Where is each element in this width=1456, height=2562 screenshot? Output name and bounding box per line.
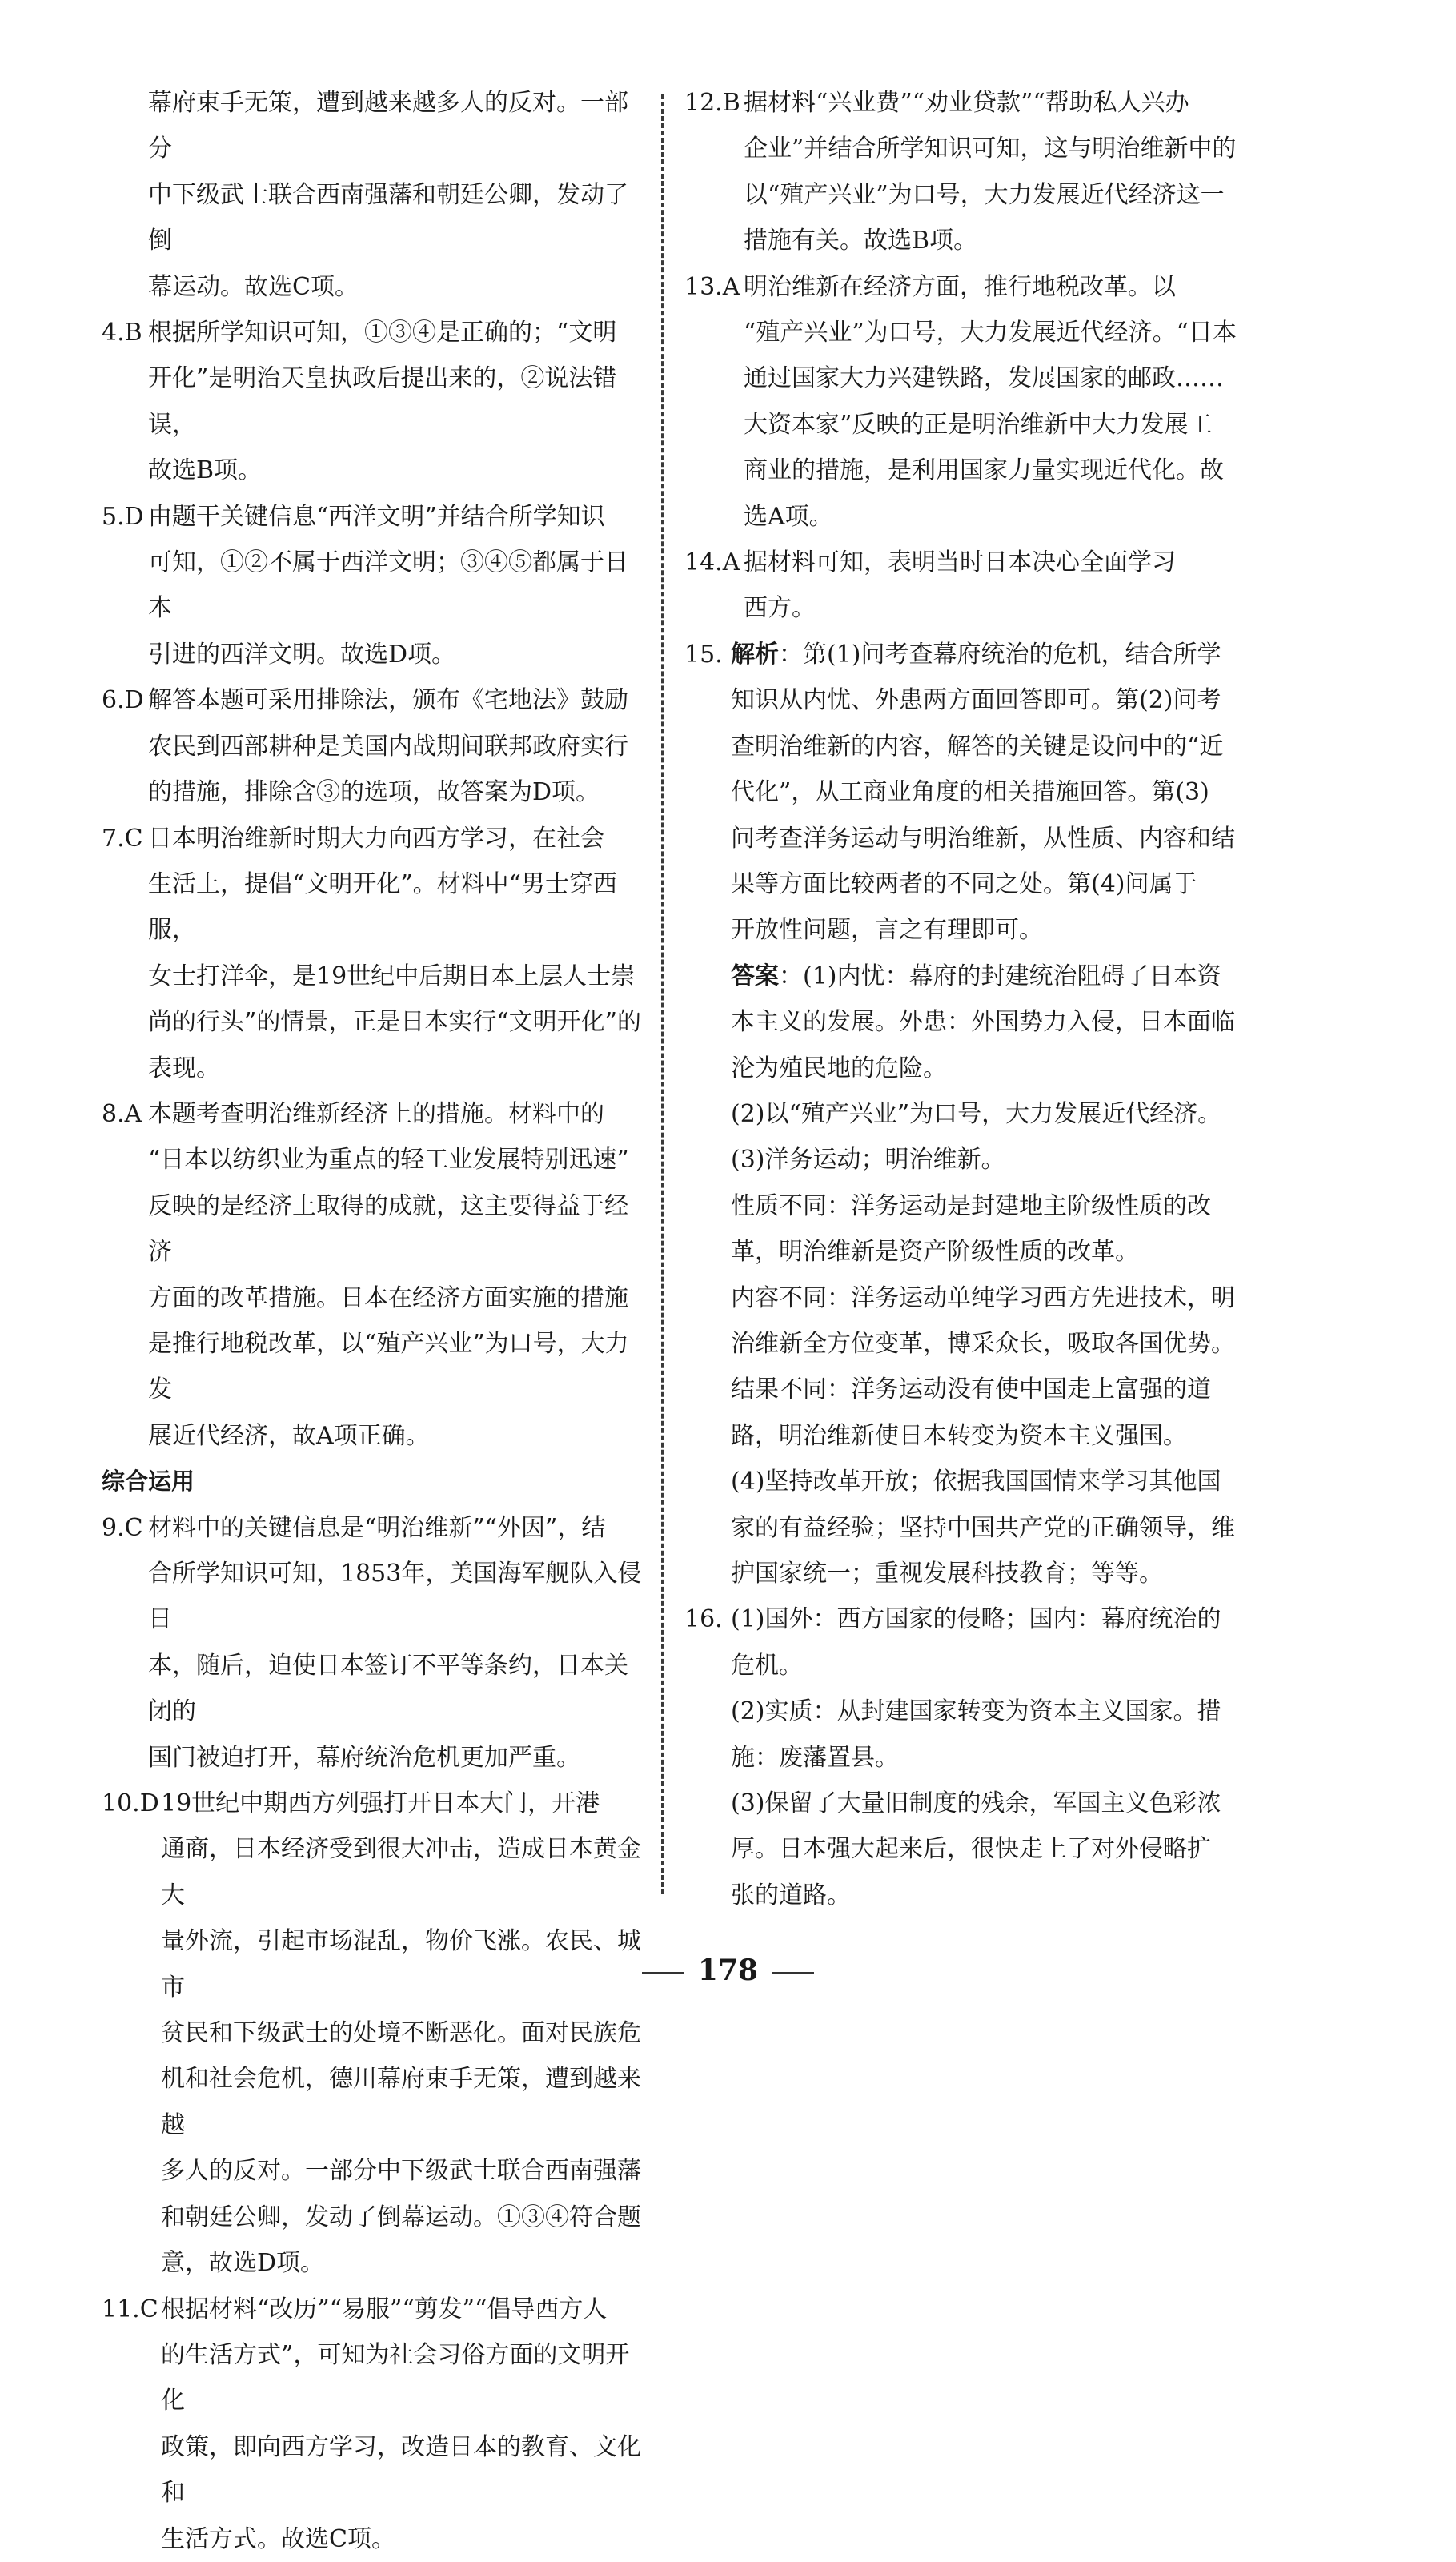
answer-line [102, 540, 643, 632]
line-text: ：第(1)问考查幕府统治的危机，结合所学 [779, 640, 1221, 669]
line-text: 路，明治维新使日本转变为资本主义强国。 [731, 1421, 1187, 1450]
footer-dash-right [772, 1972, 814, 1974]
line-text: 政策，即向西方学习，改造日本的教育、文化和 [161, 2432, 641, 2508]
answer-label: 答案 [731, 962, 779, 990]
line-text: 护国家统一；重视发展科技教育；等等。 [731, 1560, 1163, 1588]
answer-line [102, 172, 643, 264]
answer-line [684, 1781, 1245, 1826]
line-text: 家的有益经验；坚持中国共产党的正确领导，维 [731, 1513, 1235, 1542]
answer-line [684, 816, 1245, 861]
question-number: 6.D [102, 686, 144, 715]
line-text: 国门被迫打开，幕府统治危机更加严重。 [148, 1743, 580, 1772]
answer-line [684, 861, 1245, 907]
analysis-label: 解析 [731, 640, 779, 669]
line-text: 根据所学知识可知，①③④是正确的；“文明 [148, 319, 617, 347]
line-text: 可知，①②不属于西洋文明；③④⑤都属于日本 [148, 548, 628, 623]
line-text: 据材料“兴业费”“劝业贷款”“帮助私人兴办 [744, 89, 1189, 117]
line-text: 厚。日本强大起来后，很快走上了对外侵略扩 [731, 1835, 1211, 1864]
answer-line [102, 1643, 643, 1735]
answer-line [684, 954, 1245, 999]
line-text: 解答本题可采用排除法，颁布《宅地法》鼓励 [148, 686, 628, 715]
answer-line [102, 1183, 643, 1275]
line-text: 意，故选D项。 [161, 2249, 325, 2278]
section-title: 综合运用 [102, 1468, 195, 1496]
line-text: ：(1)内忧：幕府的封建统治阻碍了日本资 [779, 962, 1221, 990]
line-text: 通商，日本经济受到很大冲击，造成日本黄金大 [161, 1835, 641, 1909]
answer-line [102, 954, 643, 999]
answer-line [102, 999, 643, 1045]
line-text: 和朝廷公卿，发动了倒幕运动。①③④符合题 [161, 2203, 641, 2231]
line-text: 以“殖产兴业”为口号，大力发展近代经济这一 [744, 180, 1225, 209]
line-text: 引进的西洋文明。故选D项。 [148, 640, 456, 669]
answer-line [102, 355, 643, 448]
answer-line [684, 1551, 1245, 1596]
answer-line [684, 1505, 1245, 1551]
answer-line [684, 677, 1245, 723]
left-column [102, 80, 643, 2562]
line-text: 大资本家”反映的正是明治维新中大力发展工 [744, 410, 1213, 439]
answer-line [684, 402, 1245, 448]
answer-line [684, 907, 1245, 953]
line-text: 的措施，排除含③的选项，故答案为D项。 [148, 778, 600, 807]
line-text: 施：废藩置县。 [731, 1743, 899, 1772]
line-text: “日本以纺织业为重点的轻工业发展特别迅速” [148, 1146, 629, 1175]
line-text: 日本明治维新时期大力向西方学习，在社会 [148, 824, 604, 853]
line-text: 选A项。 [744, 502, 833, 531]
line-text: “殖产兴业”为口号，大力发展近代经济。“日本 [744, 319, 1237, 347]
answer-line [684, 1596, 1245, 1642]
line-text: 内容不同：洋务运动单纯学习西方先进技术，明 [731, 1283, 1235, 1312]
answer-line [102, 769, 643, 815]
answer-line [102, 2287, 643, 2332]
column-divider [661, 94, 664, 1894]
line-text: 中下级武士联合西南强藩和朝廷公卿，发动了倒 [148, 180, 628, 255]
line-text: 方面的改革措施。日本在经济方面实施的措施 [148, 1283, 628, 1312]
line-text: 机和社会危机，德川幕府束手无策，遭到越来越 [161, 2065, 641, 2139]
answer-line [102, 816, 643, 861]
answer-line [684, 80, 1245, 126]
answer-line [102, 2240, 643, 2286]
line-text: 生活方式。故选C项。 [161, 2524, 395, 2553]
answer-line [684, 1826, 1245, 1872]
line-text: 开化”是明治天皇执政后提出来的，②说法错误， [148, 364, 617, 439]
line-text: 量外流，引起市场混乱，物价飞涨。农民、城市 [161, 1927, 641, 2002]
answer-line [102, 1735, 643, 1781]
question-number: 15. [684, 640, 723, 669]
line-text: 反映的是经济上取得的成就，这主要得益于经济 [148, 1191, 628, 1267]
answer-line [102, 310, 643, 355]
answer-line [684, 218, 1245, 263]
question-number: 4.B [102, 319, 142, 347]
answer-line [684, 632, 1245, 677]
answer-line [102, 1275, 643, 1321]
answer-line [102, 1046, 643, 1091]
line-text: 果等方面比较两者的不同之处。第(4)问属于 [731, 869, 1197, 898]
line-text: 代化”，从工商业角度的相关措施回答。第(3) [731, 778, 1209, 807]
line-text: 开放性问题，言之有理即可。 [731, 916, 1043, 945]
answer-line [684, 1183, 1245, 1229]
line-text: 沦为殖民地的危险。 [731, 1054, 947, 1082]
line-text: (3)洋务运动；明治维新。 [731, 1146, 1005, 1175]
answer-line [102, 448, 643, 493]
line-text: 商业的措施，是利用国家力量实现近代化。故 [744, 456, 1224, 485]
question-number: 5.D [102, 502, 144, 531]
answer-line [102, 1413, 643, 1459]
line-text: 展近代经济，故A项正确。 [148, 1421, 430, 1450]
question-number: 14.A [684, 548, 740, 577]
line-text: 19世纪中期西方列强打开日本大门，开港 [161, 1789, 600, 1818]
answer-line [102, 1505, 643, 1551]
line-text: 明治维新在经济方面，推行地税改革。以 [744, 272, 1176, 301]
answer-line [684, 172, 1245, 218]
answer-line [102, 2332, 643, 2424]
answer-line [684, 1275, 1245, 1321]
answer-line [102, 2010, 643, 2056]
answer-line [102, 2516, 643, 2562]
line-text: 治维新全方位变革，博采众长，吸取各国优势。 [731, 1329, 1235, 1358]
answer-line [102, 1826, 643, 1918]
line-text: (1)国外：西方国家的侵略；国内：幕府统治的 [731, 1605, 1221, 1634]
question-number: 8.A [102, 1099, 142, 1128]
line-text: (2)以“殖产兴业”为口号，大力发展近代经济。 [731, 1099, 1222, 1128]
line-text: (4)坚持改革开放；依据我国国情来学习其他国 [731, 1468, 1221, 1496]
answer-line [684, 448, 1245, 493]
line-text: 西方。 [744, 594, 816, 623]
line-text: 结果不同：洋务运动没有使中国走上富强的道 [731, 1375, 1211, 1404]
answer-line [684, 540, 1245, 585]
answer-line [684, 126, 1245, 171]
line-text: 材料中的关键信息是“明治维新”“外因”，结 [148, 1513, 606, 1542]
line-text: 知识从内忧、外患两方面回答即可。第(2)问考 [731, 686, 1221, 715]
answer-line [684, 1091, 1245, 1137]
question-number: 16. [684, 1605, 723, 1634]
line-text: 幕府束手无策，遭到越来越多人的反对。一部分 [148, 89, 628, 163]
answer-line [684, 355, 1245, 401]
line-text: 措施有关。故选B项。 [744, 227, 978, 255]
answer-line [102, 2195, 643, 2240]
question-number: 12.B [684, 89, 740, 117]
answer-line [102, 1781, 643, 1826]
line-text: 的生活方式”，可知为社会习俗方面的文明开化 [161, 2340, 630, 2415]
answer-line [102, 1321, 643, 1413]
answer-line [684, 1873, 1245, 1918]
answer-line [102, 724, 643, 769]
answer-line [684, 1046, 1245, 1091]
answer-line [684, 999, 1245, 1045]
page-number: 178 [697, 1954, 759, 1987]
answer-line [684, 1321, 1245, 1367]
line-text: (2)实质：从封建国家转变为资本主义国家。措 [731, 1697, 1221, 1726]
line-text: 由题干关键信息“西洋文明”并结合所学知识 [148, 502, 605, 531]
right-column [684, 80, 1245, 1918]
answer-line [684, 1413, 1245, 1459]
answer-line [102, 494, 643, 540]
line-text: 农民到西部耕种是美国内战期间联邦政府实行 [148, 732, 628, 761]
line-text: 是推行地税改革，以“殖产兴业”为口号，大力发 [148, 1329, 629, 1404]
answer-line [102, 1551, 643, 1643]
answer-line [684, 1229, 1245, 1275]
answer-line [102, 1137, 643, 1183]
line-text: 通过国家大力兴建铁路，发展国家的邮政…… [744, 364, 1224, 393]
line-text: 幕运动。故选C项。 [148, 272, 359, 301]
line-text: 根据材料“改历”“易服”“剪发”“倡导西方人 [161, 2295, 608, 2323]
line-text: 本主义的发展。外患：外国势力入侵，日本面临 [731, 1008, 1235, 1037]
answer-line [102, 861, 643, 954]
line-text: 本，随后，迫使日本签订不平等条约，日本关闭的 [148, 1651, 628, 1726]
line-text: 本题考查明治维新经济上的措施。材料中的 [148, 1099, 604, 1128]
answer-line [684, 264, 1245, 310]
answer-line [684, 585, 1245, 631]
answer-line [684, 1643, 1245, 1689]
answer-line [102, 264, 643, 310]
line-text: 性质不同：洋务运动是封建地主阶级性质的改 [731, 1191, 1211, 1220]
question-number: 7.C [102, 824, 143, 853]
answer-line [684, 1367, 1245, 1412]
line-text: 生活上，提倡“文明开化”。材料中“男士穿西服， [148, 869, 618, 945]
answer-line [102, 1091, 643, 1137]
answer-line [684, 494, 1245, 540]
line-text: 女士打洋伞，是19世纪中后期日本上层人士崇 [148, 962, 636, 990]
line-text: 尚的行头”的情景，正是日本实行“文明开化”的 [148, 1008, 642, 1037]
page-number-footer [0, 1954, 1456, 1987]
footer-dash-left [642, 1972, 684, 1974]
question-number: 13.A [684, 272, 740, 301]
line-text: 据材料可知，表明当时日本决心全面学习 [744, 548, 1176, 577]
question-number: 11.C [102, 2295, 158, 2323]
line-text: 革，明治维新是资产阶级性质的改革。 [731, 1238, 1139, 1267]
line-text: 故选B项。 [148, 456, 263, 485]
answer-line [684, 1735, 1245, 1781]
answer-line [102, 2148, 643, 2194]
answer-line [684, 1689, 1245, 1734]
line-text: 查明治维新的内容，解答的关键是设问中的“近 [731, 732, 1224, 761]
line-text: 企业”并结合所学知识可知，这与明治维新中的 [744, 135, 1237, 163]
answer-line [684, 1459, 1245, 1504]
line-text: 张的道路。 [731, 1881, 851, 1909]
line-text: 合所学知识可知，1853年，美国海军舰队入侵日 [148, 1560, 642, 1634]
answer-line [102, 2056, 643, 2148]
line-text: (3)保留了大量旧制度的残余，军国主义色彩浓 [731, 1789, 1221, 1818]
answer-line [102, 2424, 643, 2516]
line-text: 表现。 [148, 1054, 220, 1082]
answer-line [684, 769, 1245, 815]
line-text: 贫民和下级武士的处境不断恶化。面对民族危 [161, 2019, 641, 2048]
answer-line [102, 632, 643, 677]
question-number: 9.C [102, 1513, 143, 1542]
line-text: 多人的反对。一部分中下级武士联合西南强藩 [161, 2157, 641, 2186]
answer-line [684, 310, 1245, 355]
answer-line [102, 80, 643, 172]
answer-line [684, 1137, 1245, 1183]
question-number: 10.D [102, 1789, 159, 1818]
answer-line [102, 677, 643, 723]
line-text: 问考查洋务运动与明治维新，从性质、内容和结 [731, 824, 1235, 853]
answer-line [684, 724, 1245, 769]
line-text: 危机。 [731, 1651, 803, 1680]
